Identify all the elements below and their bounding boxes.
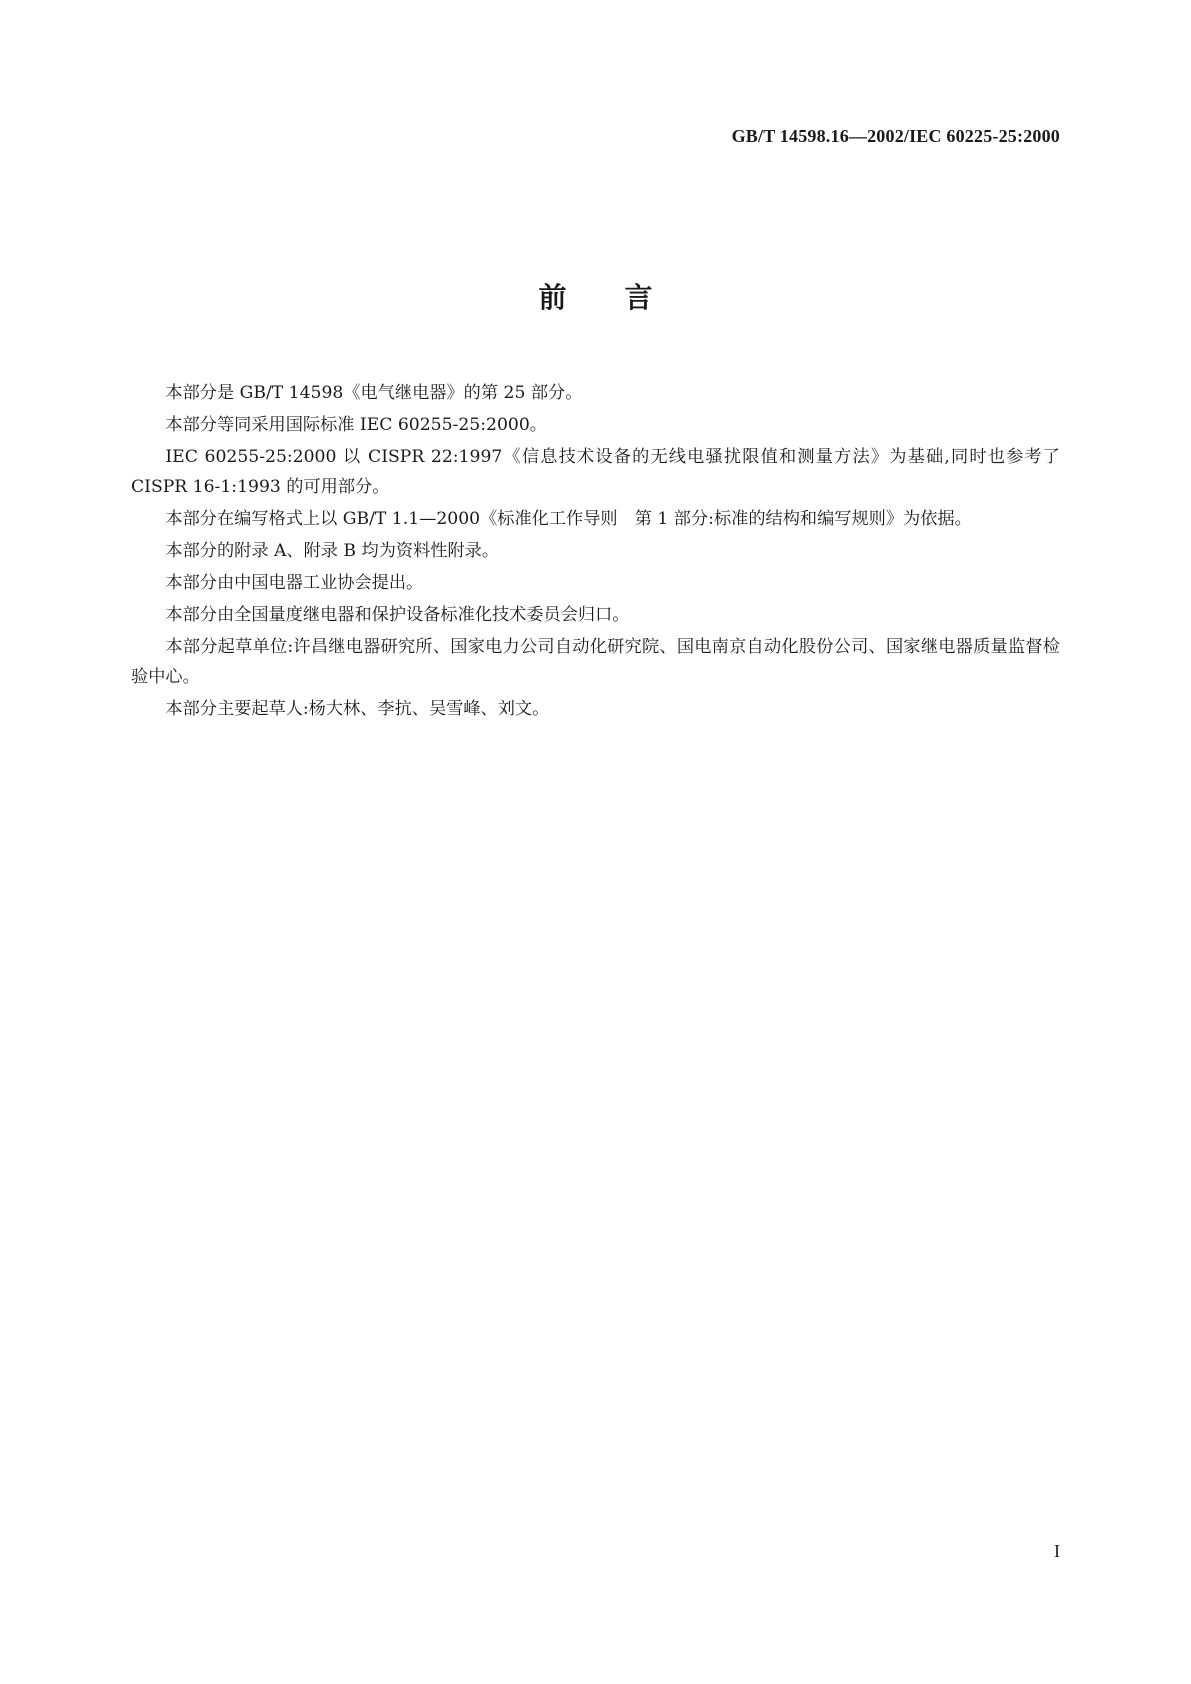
- paragraph-adoption: 本部分等同采用国际标准 IEC 60255-25:2000。: [165, 415, 547, 435]
- paragraph-part-of-series: 本部分是 GB/T 14598《电气继电器》的第 25 部分。: [165, 383, 583, 403]
- paragraph-format: 本部分在编写格式上以 GB/T 1.1—2000《标准化工作导则 第 1 部分:标准的结构和编写规则》为依据。: [165, 509, 972, 529]
- foreword-body: [131, 378, 1060, 726]
- paragraph-basis: IEC 60255-25:2000 以 CISPR 22:1997《信息技术设备的无线电骚扰限值和测量方法》为基础,同时也参考了 CISPR 16-1:1993 的可用部分。: [131, 447, 1060, 497]
- paragraph-proposer: 本部分由中国电器工业协会提出。: [165, 573, 424, 593]
- paragraph-drafting-units: 本部分起草单位:许昌继电器研究所、国家电力公司自动化研究院、国电南京自动化股份公司、国家继电器质量监督检验中心。: [131, 637, 1060, 687]
- standard-code-header: GB/T 14598.16—2002/IEC 60225-25:2000: [731, 126, 1060, 146]
- page-title: 前言: [538, 281, 711, 314]
- paragraph-drafters: 本部分主要起草人:杨大林、李抗、吴雪峰、刘文。: [165, 699, 550, 719]
- paragraph-committee: 本部分由全国量度继电器和保护设备标准化技术委员会归口。: [165, 605, 630, 625]
- paragraph-annexes: 本部分的附录 A、附录 B 均为资料性附录。: [165, 541, 500, 561]
- page-number: I: [1054, 1541, 1060, 1561]
